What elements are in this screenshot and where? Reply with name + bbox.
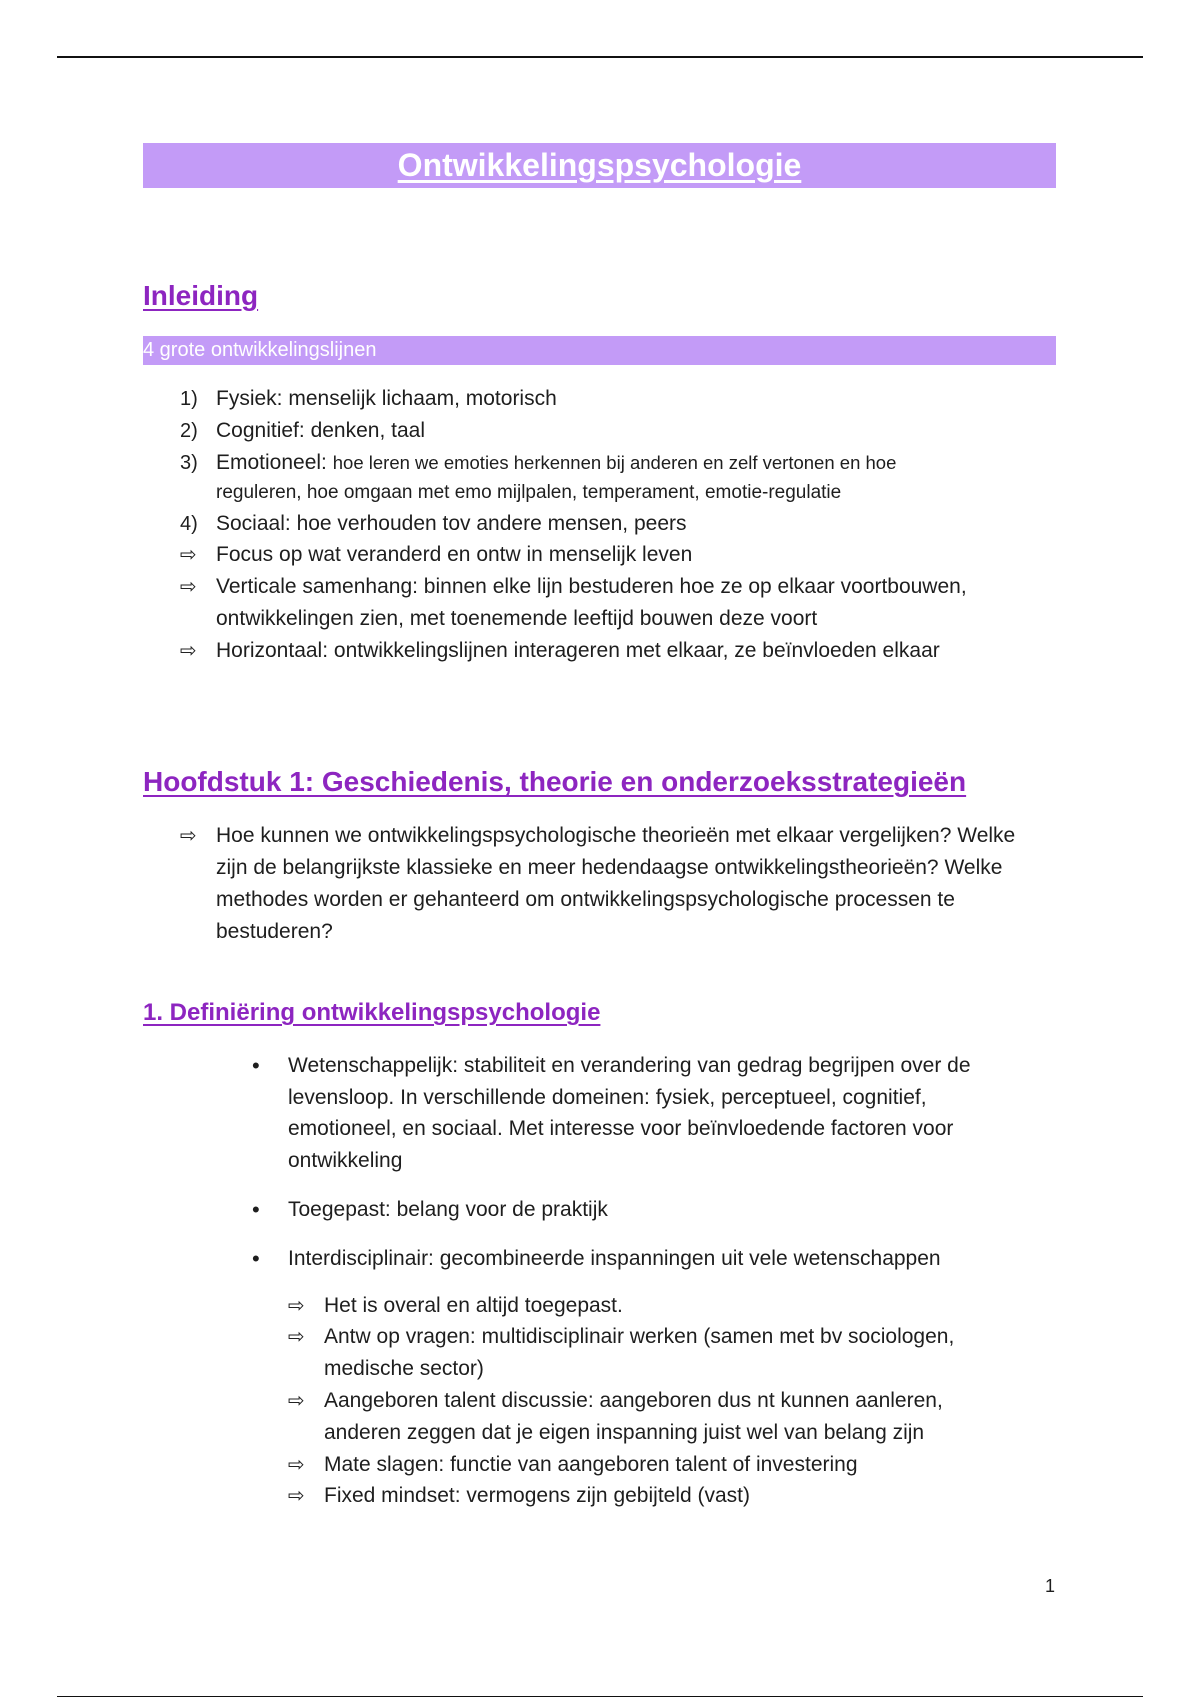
- list-item: Focus op wat veranderd en ontw in menselijk leven: [216, 543, 693, 566]
- top-rule: [57, 56, 1143, 58]
- arrow-bullet-icon: ⇨: [288, 1454, 305, 1476]
- list-item: Wetenschappelijk: stabiliteit en verandering van gedrag begrijpen over de: [288, 1054, 971, 1077]
- list-item: Toegepast: belang voor de praktijk: [288, 1198, 608, 1221]
- section-heading: 1. Definiëring ontwikkelingspsychologie: [143, 999, 601, 1026]
- bullet-dot-icon: •: [252, 1197, 260, 1222]
- arrow-bullet-icon: ⇨: [288, 1326, 305, 1348]
- list-item: Verticale samenhang: binnen elke lijn bestuderen hoe ze op elkaar voortbouwen,: [216, 575, 967, 598]
- intro-subheading: 4 grote ontwikkelingslijnen: [143, 339, 377, 361]
- arrow-bullet-icon: ⇨: [180, 544, 197, 566]
- intro-heading: Inleiding: [143, 280, 259, 311]
- bullet-dot-icon: •: [252, 1053, 260, 1078]
- intro-subheading-band: [143, 336, 1056, 365]
- list-item: Fixed mindset: vermogens zijn gebijteld (vast): [324, 1484, 751, 1507]
- bottom-rule: [57, 1696, 1143, 1697]
- list-item: Antw op vragen: multidisciplinair werken (samen met bv sociologen,: [324, 1325, 955, 1348]
- bullet-dot-icon: •: [252, 1246, 260, 1271]
- chapter-heading: Hoofdstuk 1: Geschiedenis, theorie en onderzoeksstrategieën: [143, 766, 967, 797]
- arrow-bullet-icon: ⇨: [180, 576, 197, 598]
- arrow-bullet-icon: ⇨: [288, 1295, 305, 1317]
- list-item: Horizontaal: ontwikkelingslijnen interageren met elkaar, ze beïnvloeden elkaar: [216, 639, 940, 662]
- list-item: Interdisciplinair: gecombineerde inspanningen uit vele wetenschappen: [288, 1247, 941, 1270]
- arrow-bullet-icon: ⇨: [288, 1485, 305, 1507]
- list-item: Het is overal en altijd toegepast.: [324, 1294, 623, 1317]
- title-banner: [143, 143, 1056, 188]
- arrow-bullet-icon: ⇨: [180, 825, 197, 847]
- arrow-bullet-icon: ⇨: [180, 640, 197, 662]
- list-item: Aangeboren talent discussie: aangeboren dus nt kunnen aanleren,: [324, 1389, 943, 1412]
- list-item-continuation: reguleren, hoe omgaan met emo mijlpalen, temperament, emotie-regulatie: [216, 482, 842, 503]
- list-item: Mate slagen: functie van aangeboren talent of investering: [324, 1453, 858, 1476]
- list-item-continuation: ontwikkelingen zien, met toenemende leeftijd bouwen deze voort: [216, 607, 818, 630]
- arrow-bullet-icon: ⇨: [288, 1390, 305, 1412]
- document-title: Ontwikkelingspsychologie: [397, 147, 802, 183]
- page-number: 1: [1045, 1576, 1056, 1596]
